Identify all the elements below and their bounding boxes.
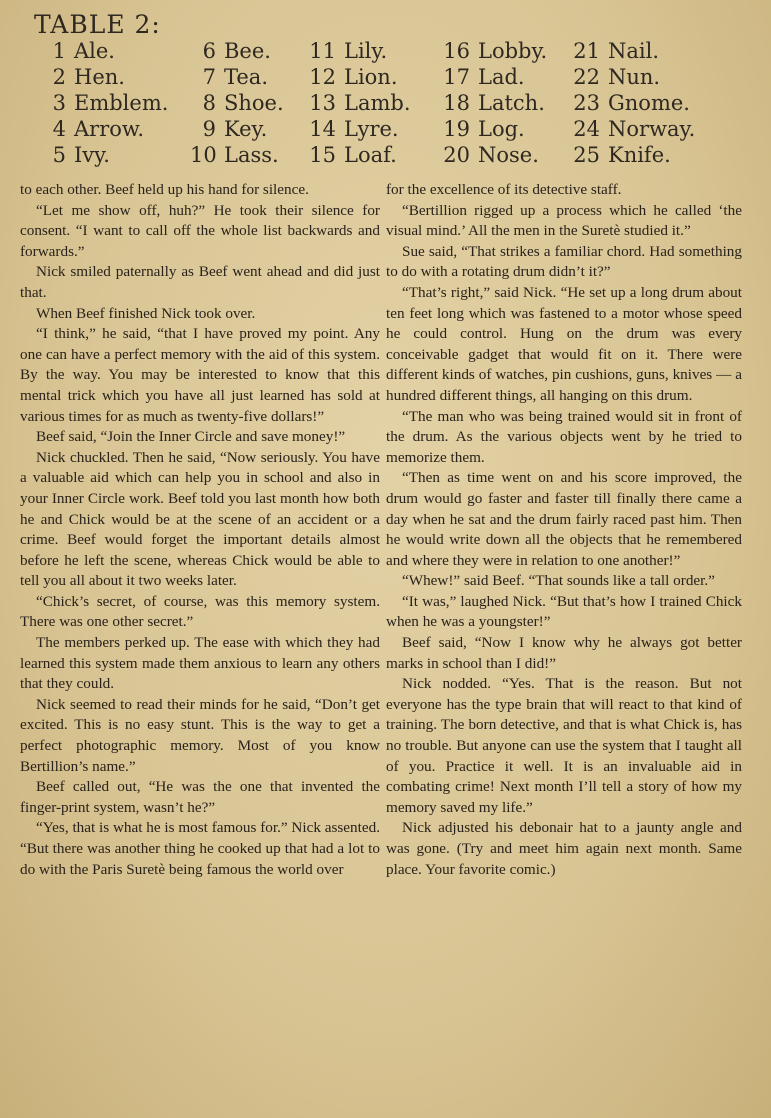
left-text-column: [20, 180, 380, 880]
entry-word: Key.: [224, 117, 268, 141]
table-entry: [190, 64, 284, 90]
table-entry: [432, 38, 547, 64]
table-entry: [432, 116, 547, 142]
entry-word: Nail.: [608, 39, 660, 63]
table-entry: [432, 64, 547, 90]
entry-number: 13: [309, 91, 336, 115]
entry-word: Lyre.: [344, 117, 399, 141]
entry-number: 11: [309, 39, 336, 63]
entry-number: 16: [443, 39, 470, 63]
entry-number: 21: [573, 39, 600, 63]
entry-number: 9: [202, 117, 216, 141]
entry-number: 18: [443, 91, 470, 115]
entry-number: 7: [202, 65, 216, 89]
table-entry: [40, 64, 168, 90]
entry-word: Lobby.: [478, 39, 548, 63]
entry-number: 14: [309, 117, 336, 141]
entry-number: 19: [443, 117, 470, 141]
entry-word: Log.: [478, 117, 525, 141]
entry-word: Hen.: [74, 65, 125, 89]
entry-number: 6: [202, 39, 216, 63]
entry-word: Knife.: [608, 143, 671, 167]
entry-word: Bee.: [224, 39, 271, 63]
table-entry: [302, 90, 411, 116]
table-column: [570, 38, 695, 168]
paragraph: “The man who was being trained would sit in front of the drum. As the various objects went by he tried to memorize them.: [386, 407, 742, 466]
right-text-column: [386, 180, 742, 880]
paragraph: “It was,” laughed Nick. “But that’s how I trained Chick when he was a youngster!”: [386, 592, 742, 631]
entry-number: 15: [309, 143, 336, 167]
paragraph: “Whew!” said Beef. “That sounds like a tall order.”: [402, 572, 715, 590]
entry-word: Ale.: [74, 39, 115, 63]
entry-number: 22: [573, 65, 600, 89]
entry-word: Latch.: [478, 91, 545, 115]
entry-number: 10: [190, 143, 217, 167]
paragraph: Sue said, “That strikes a familiar chord. Had something to do with a rotating drum didn’t it?”: [386, 242, 742, 281]
table-entry: [40, 142, 168, 168]
entry-word: Gnome.: [608, 91, 690, 115]
paragraph: Beef said, “Join the Inner Circle and save money!”: [36, 428, 346, 446]
entry-word: Shoe.: [224, 91, 284, 115]
entry-word: Lass.: [224, 143, 279, 167]
entry-word: Ivy.: [74, 143, 110, 167]
entry-number: 24: [573, 117, 600, 141]
table-entry: [190, 38, 284, 64]
table-entry: [432, 90, 547, 116]
entry-word: Loaf.: [344, 143, 397, 167]
table-entry: [302, 38, 411, 64]
entry-number: 20: [443, 143, 470, 167]
entry-word: Arrow.: [74, 117, 145, 141]
paragraph: Beef called out, “He was the one that invented the finger-print system, wasn’t he?”: [20, 778, 380, 816]
paragraph: The members perked up. The ease with which they had learned this system made them anxious to learn any others that they could.: [20, 634, 380, 693]
table-entry: [570, 90, 695, 116]
paragraph: When Beef finished Nick took over.: [36, 304, 256, 322]
paragraph: Beef said, “Now I know why he always got better marks in school than I did!”: [386, 634, 742, 672]
table-column: [190, 38, 284, 168]
table-entry: [570, 38, 695, 64]
entry-number: 5: [52, 143, 66, 167]
entry-word: Tea.: [224, 65, 268, 89]
paragraph: for the excellence of its detective staff.: [386, 181, 622, 198]
paragraph: Nick nodded. “Yes. That is the reason. But not everyone has the type brain that will react to that kind of training. The born detective, and that is what Chick is, has no trouble. But anyone can use the system that I taught all of you. Practice it well. It is an invaluable aid in combating crime! Next month I’ll tell a story of how my memory saved my life.”: [386, 675, 742, 816]
table-entry: [40, 38, 168, 64]
entry-number: 25: [573, 143, 600, 167]
table-entry: [570, 142, 695, 168]
table-entry: [302, 142, 411, 168]
table-entry: [190, 142, 284, 168]
table-entry: [570, 116, 695, 142]
entry-number: 3: [52, 91, 66, 115]
table-column: [432, 38, 547, 168]
table-entry: [570, 64, 695, 90]
paragraph: “Bertillion rigged up a process which he called ‘the visual mind.’ All the men in the Suretè studied it.”: [386, 201, 742, 240]
entry-number: 1: [52, 39, 66, 63]
entry-number: 17: [443, 65, 470, 89]
paragraph: “Chick’s secret, of course, was this memory system. There was one other secret.”: [20, 592, 380, 631]
entry-word: Lily.: [344, 39, 388, 63]
entry-number: 2: [52, 65, 66, 89]
entry-word: Norway.: [608, 117, 696, 141]
paragraph: “Then as time went on and his score improved, the drum would go faster and faster till finally there came a day when he sat and the drum fairly raced past him. Then he would write down all the objects that he remembered and where they were in relation to one another!”: [386, 469, 742, 569]
paragraph: to each other. Beef held up his hand for silence.: [20, 181, 309, 198]
paragraph: “I think,” he said, “that I have proved my point. Any one can have a perfect memory with the aid of this system. By the way. You may be interested to know that this mental trick which you have all just learned has sold at various times for as much as twenty-five dollars!”: [20, 325, 380, 425]
entry-word: Lion.: [344, 65, 398, 89]
entry-number: 4: [52, 117, 66, 141]
paragraph: “That’s right,” said Nick. “He set up a long drum about ten feet long which was fastened to a motor whose speed he could control. Hung on the drum was every conceivable gadget that would fit on it. There were different kinds of watches, pin cushions, guns, knives — a hundred different things, all hanging on this drum.: [386, 283, 742, 404]
table-entry: [302, 64, 411, 90]
table-entry: [302, 116, 411, 142]
paragraph: Nick seemed to read their minds for he said, “Don’t get excited. This is no easy stunt. This is the way to get a perfect photographic memory. Most of you know Bertillion’s name.”: [20, 695, 380, 775]
paragraph: Nick smiled paternally as Beef went ahead and did just that.: [20, 263, 380, 301]
paragraph: Nick adjusted his debonair hat to a jaunty angle and was gone. (Try and meet him again next month. Same place. Your favorite comic.): [386, 819, 742, 878]
table-entry: [40, 116, 168, 142]
entry-word: Lad.: [478, 65, 525, 89]
paragraph: “Let me show off, huh?” He took their silence for consent. “I want to call off the whole list backwards and forwards.”: [20, 201, 380, 260]
table-title: TABLE 2:: [34, 10, 161, 39]
table-entry: [432, 142, 547, 168]
paragraph: Nick chuckled. Then he said, “Now seriously. You have a valuable aid which can help you in school and also in your Inner Circle work. Beef told you last month how both he and Chick would be at the scene of an accident or a crime. Beef would forget the important details almost before he left the scene, whereas Chick would be able to tell you all about it two weeks later.: [20, 448, 380, 590]
entry-number: 23: [573, 91, 600, 115]
entry-word: Nun.: [608, 65, 661, 89]
table-column: [302, 38, 411, 168]
entry-number: 8: [202, 91, 216, 115]
entry-word: Emblem.: [74, 91, 169, 115]
entry-word: Nose.: [478, 143, 539, 167]
paragraph: “Yes, that is what he is most famous for.” Nick assented. “But there was another thing he cooked up that had a lot to do with the Paris Suretè being famous the world over: [20, 819, 380, 878]
table-entry: [190, 116, 284, 142]
entry-number: 12: [309, 65, 336, 89]
table-column: [40, 38, 168, 168]
table-entry: [40, 90, 168, 116]
entry-word: Lamb.: [344, 91, 411, 115]
peg-word-table: [40, 38, 740, 166]
table-entry: [190, 90, 284, 116]
